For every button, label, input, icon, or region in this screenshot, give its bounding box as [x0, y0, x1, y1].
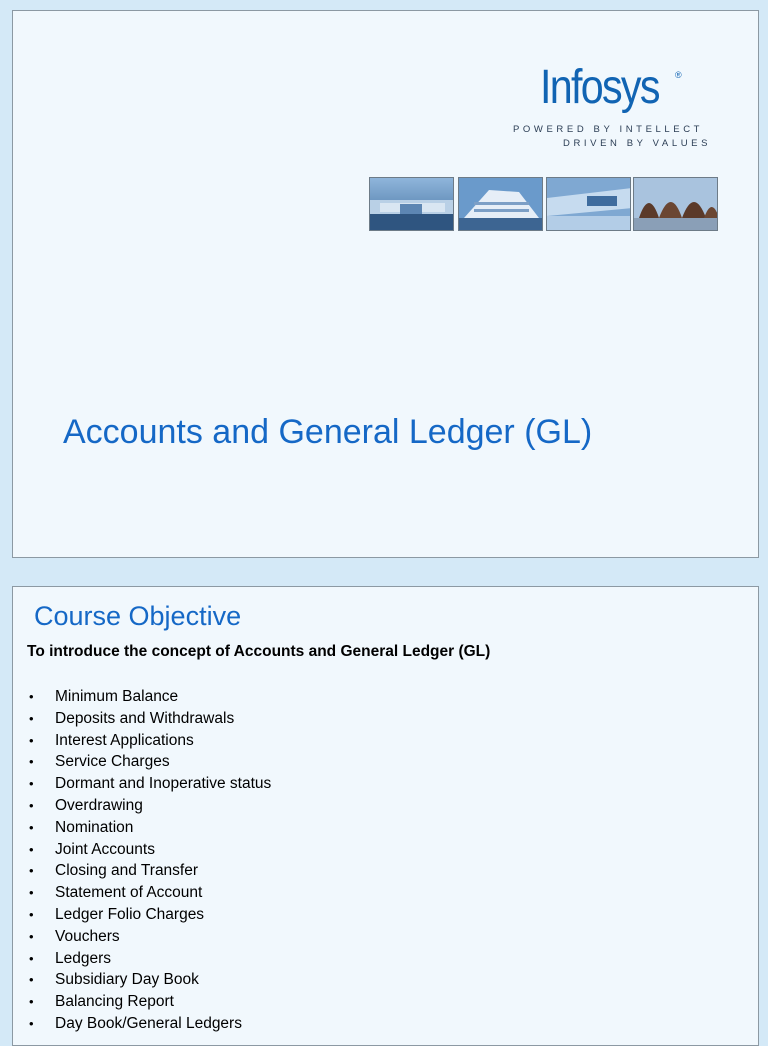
bullet-icon: • — [29, 906, 34, 922]
list-item — [27, 795, 271, 817]
list-item-label: Joint Accounts — [55, 840, 155, 858]
bullet-icon: • — [29, 841, 34, 857]
bullet-icon: • — [29, 994, 34, 1010]
list-item-label: Ledgers — [55, 949, 112, 967]
list-item — [27, 708, 271, 730]
slide-course-objective — [12, 586, 759, 1046]
bullet-icon: • — [29, 776, 34, 792]
building-photo-1 — [369, 177, 454, 231]
bullet-icon: • — [29, 928, 34, 944]
building-photo-3 — [546, 177, 631, 231]
list-item-label: Balancing Report — [55, 993, 174, 1011]
list-item — [27, 948, 271, 970]
infosys-logo — [513, 61, 723, 156]
list-item-label: Day Book/General Ledgers — [55, 1014, 242, 1032]
slide-heading: Course Objective — [34, 601, 242, 631]
bullet-icon: • — [29, 885, 34, 901]
topic-list — [27, 686, 271, 1035]
logo-tagline-1: POWERED BY INTELLECT — [513, 124, 704, 135]
building-photo-2 — [458, 177, 543, 231]
bullet-icon: • — [29, 710, 34, 726]
bullet-icon: • — [29, 754, 34, 770]
list-item — [27, 969, 271, 991]
bullet-icon: • — [29, 863, 34, 879]
bullet-icon: • — [29, 950, 34, 966]
objective-statement: To introduce the concept of Accounts and General Ledger (GL) — [27, 643, 491, 660]
list-item — [27, 904, 271, 926]
list-item-label: Nomination — [55, 818, 134, 836]
slide-title — [12, 10, 759, 558]
list-item-label: Ledger Folio Charges — [55, 905, 205, 923]
list-item — [27, 773, 271, 795]
list-item-label: Dormant and Inoperative status — [55, 775, 272, 793]
bullet-icon: • — [29, 1015, 34, 1031]
bullet-icon: • — [29, 819, 34, 835]
logo-tagline-2: DRIVEN BY VALUES — [563, 138, 712, 149]
list-item-label: Interest Applications — [55, 731, 194, 749]
logo-wordmark: Infosys — [540, 61, 659, 114]
list-item — [27, 860, 271, 882]
list-item — [27, 882, 271, 904]
bullet-icon: • — [29, 732, 34, 748]
list-item-label: Vouchers — [55, 927, 120, 945]
building-photo-4 — [633, 177, 718, 231]
list-item — [27, 730, 271, 752]
list-item-label: Closing and Transfer — [55, 862, 199, 880]
registered-mark: ® — [675, 70, 682, 80]
bullet-icon: • — [29, 797, 34, 813]
list-item-label: Service Charges — [55, 753, 170, 771]
bullet-icon: • — [29, 972, 34, 988]
list-item — [27, 839, 271, 861]
list-item-label: Minimum Balance — [55, 688, 179, 705]
presentation-title: Accounts and General Ledger (GL) — [63, 413, 593, 451]
list-item — [27, 751, 271, 773]
list-item — [27, 817, 271, 839]
list-item-label: Overdrawing — [55, 796, 143, 814]
bullet-icon: • — [29, 689, 34, 704]
list-item-label: Statement of Account — [55, 884, 203, 902]
list-item — [27, 926, 271, 948]
list-item-label: Deposits and Withdrawals — [55, 709, 235, 727]
list-item — [27, 991, 271, 1013]
list-item-label: Subsidiary Day Book — [55, 971, 199, 989]
list-item — [27, 686, 271, 708]
